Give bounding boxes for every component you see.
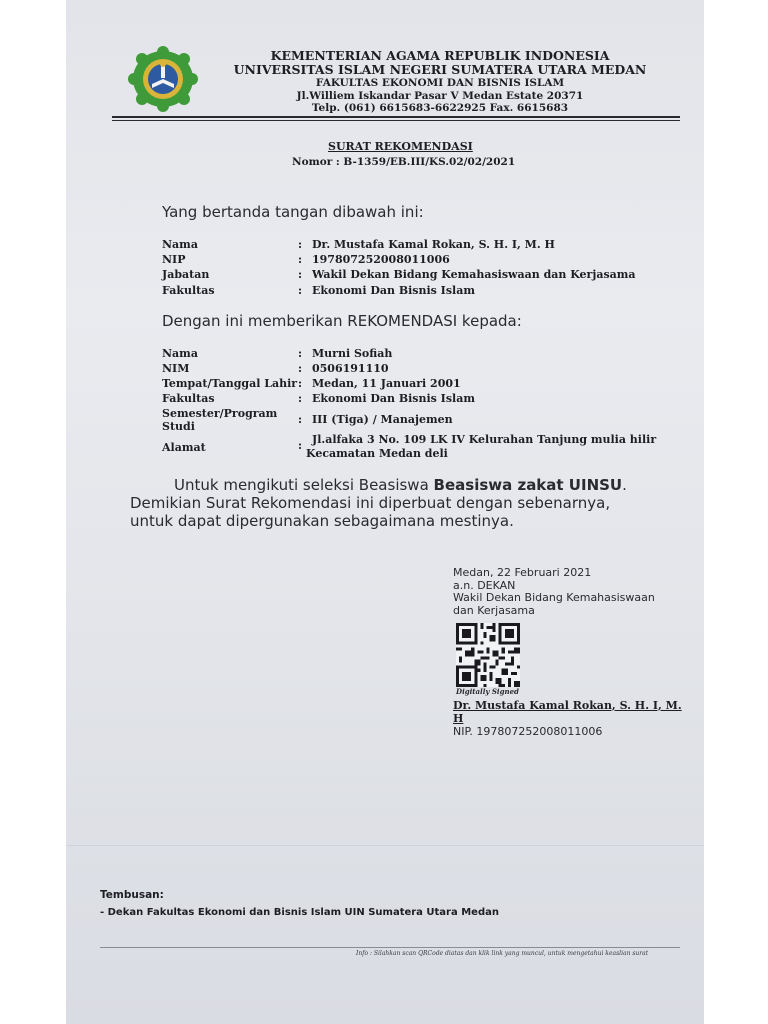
- colon: :: [298, 413, 303, 426]
- document-title: SURAT REKOMENDASI: [328, 140, 473, 153]
- colon: :: [298, 268, 303, 281]
- body-paragraph-3: untuk dapat dipergunakan sebagaimana mestinya.: [130, 512, 514, 530]
- digitally-signed-label: Digitally Signed: [456, 687, 519, 696]
- signer-value-fakultas: Ekonomi Dan Bisnis Islam: [312, 284, 475, 297]
- recipient-value-nim: 0506191110: [312, 362, 389, 375]
- tembusan-item: - Dekan Fakultas Ekonomi dan Bisnis Islam UIN Sumatera Utara Medan: [100, 907, 499, 918]
- recipient-label-nama: Nama: [162, 347, 198, 360]
- recipient-value-alamat-2: Kecamatan Medan deli: [306, 447, 448, 460]
- letterhead-divider-thin: [112, 120, 680, 121]
- signer-label-nama: Nama: [162, 238, 198, 251]
- letterhead-divider: [112, 116, 680, 118]
- recipient-intro: Dengan ini memberikan REKOMENDASI kepada:: [162, 312, 522, 330]
- recipient-value-ttl: Medan, 11 Januari 2001: [312, 377, 461, 390]
- recipient-value-alamat-1: Jl.alfaka 3 No. 109 LK IV Kelurahan Tanjung mulia hilir: [312, 433, 657, 446]
- signer-label-nip: NIP: [162, 253, 186, 266]
- signer-value-nip: 197807252008011006: [312, 253, 450, 266]
- letterhead-address: Jl.Williem Iskandar Pasar V Medan Estate 20371: [296, 90, 584, 102]
- signature-position-2: dan Kerjasama: [453, 604, 535, 617]
- letterhead-phone: Telp. (061) 6615683-6622925 Fax. 6615683: [311, 102, 569, 114]
- colon: :: [298, 392, 303, 405]
- colon: :: [298, 362, 303, 375]
- qr-code-icon: [454, 623, 522, 687]
- footer-divider: [100, 947, 680, 948]
- recipient-value-semester: III (Tiga) / Manajemen: [312, 413, 453, 426]
- paper-fold-line: [66, 845, 704, 846]
- recipient-label-studi: Studi: [162, 420, 195, 433]
- colon: :: [298, 238, 303, 251]
- signer-intro: Yang bertanda tangan dibawah ini:: [162, 203, 424, 221]
- signature-an: a.n. DEKAN: [453, 579, 516, 592]
- colon: :: [298, 439, 303, 452]
- recipient-label-alamat: Alamat: [162, 441, 206, 454]
- colon: :: [298, 377, 303, 390]
- signature-name-2: H: [453, 712, 464, 725]
- university-logo-icon: [128, 46, 198, 112]
- letterhead-faculty: FAKULTAS EKONOMI DAN BISNIS ISLAM: [315, 77, 565, 89]
- recipient-value-fakultas: Ekonomi Dan Bisnis Islam: [312, 392, 475, 405]
- letterhead-ministry: KEMENTERIAN AGAMA REPUBLIK INDONESIA: [270, 48, 610, 63]
- signer-value-jabatan: Wakil Dekan Bidang Kemahasiswaan dan Kerjasama: [312, 268, 636, 281]
- signer-label-fakultas: Fakultas: [162, 284, 215, 297]
- body-paragraph-1: Untuk mengikuti seleksi Beasiswa Beasiswa zakat UINSU.: [174, 476, 627, 494]
- body-paragraph-2: Demikian Surat Rekomendasi ini diperbuat dengan sebenarnya,: [130, 494, 611, 512]
- signature-position-1: Wakil Dekan Bidang Kemahasiswaan: [453, 591, 655, 604]
- colon: :: [298, 253, 303, 266]
- recipient-label-nim: NIM: [162, 362, 190, 375]
- recipient-label-semester: Semester/Program: [162, 407, 278, 420]
- document-number: Nomor : B-1359/EB.III/KS.02/02/2021: [292, 156, 516, 168]
- signature-place-date: Medan, 22 Februari 2021: [453, 566, 592, 579]
- tembusan-title: Tembusan:: [100, 889, 164, 901]
- recipient-label-fakultas: Fakultas: [162, 392, 215, 405]
- colon: :: [298, 347, 303, 360]
- scholarship-name: Beasiswa zakat UINSU: [433, 476, 623, 494]
- recipient-label-ttl: Tempat/Tanggal Lahir: [162, 377, 298, 390]
- signer-label-jabatan: Jabatan: [162, 268, 210, 281]
- letterhead-university: UNIVERSITAS ISLAM NEGERI SUMATERA UTARA MEDAN: [233, 62, 647, 77]
- colon: :: [298, 284, 303, 297]
- signer-value-nama: Dr. Mustafa Kamal Rokan, S. H. I, M. H: [312, 238, 555, 251]
- recipient-value-nama: Murni Sofiah: [312, 347, 393, 360]
- signature-nip: NIP. 197807252008011006: [453, 725, 603, 738]
- signature-name-1: Dr. Mustafa Kamal Rokan, S. H. I, M.: [453, 699, 682, 712]
- footer-info: Info : Silahkan scan QRCode diatas dan klik link yang muncul, untuk mengetahui keaslian surat: [356, 950, 649, 957]
